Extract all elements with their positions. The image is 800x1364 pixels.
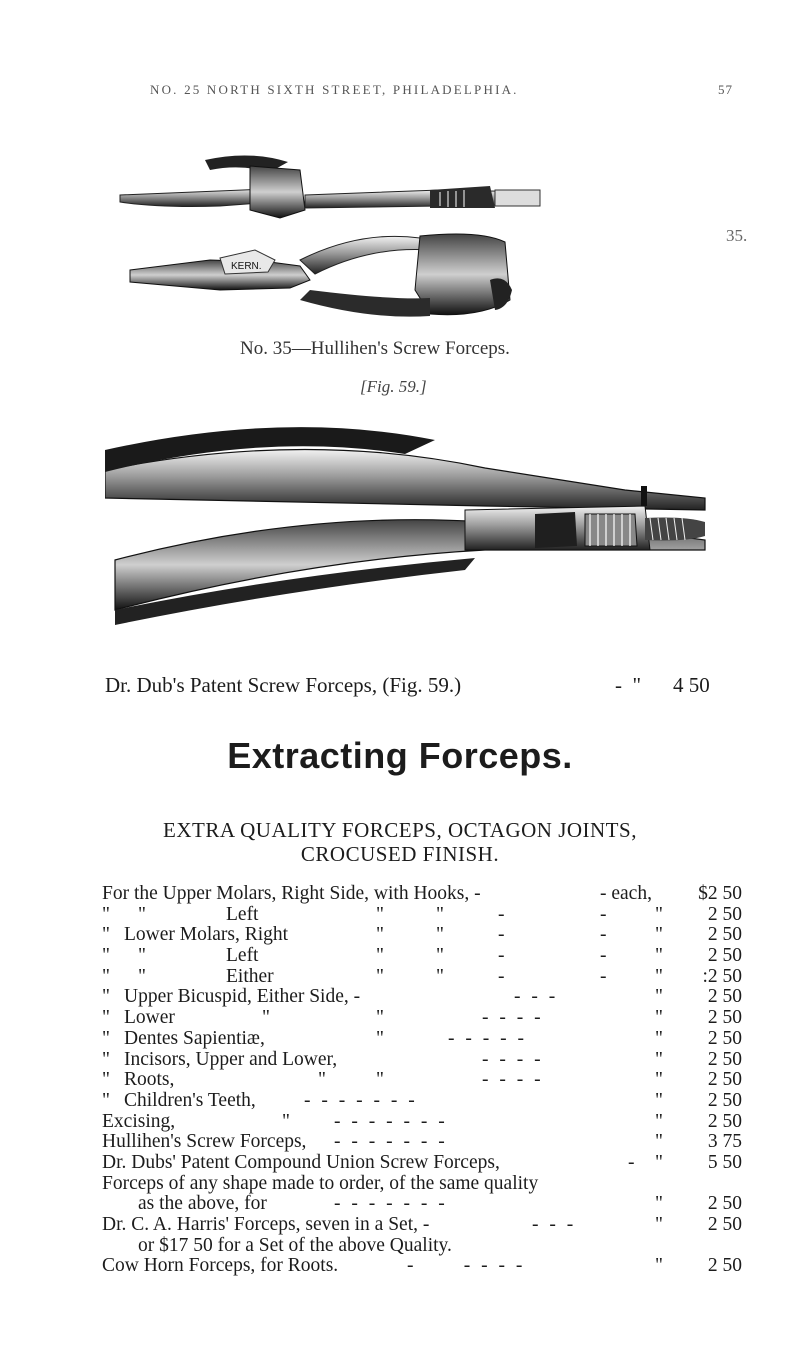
engraving-maker-mark: KERN. (231, 261, 262, 272)
price-list (102, 883, 742, 1276)
header-address: NO. 25 NORTH SIXTH STREET, PHILADELPHIA. (150, 82, 519, 97)
price-row-harris-set-note: or $17 50 for a Set of the above Quality. (138, 1234, 452, 1256)
price-row-lower-molars-left: " " Left " " - - " 2 50 (102, 945, 742, 967)
page-header (0, 82, 800, 104)
price-row-upper-molars-left: " " Left " " - - " 2 50 (102, 903, 742, 925)
price-row-incisors: " Incisors, Upper and Lower, - - - - " 2 50 (102, 1048, 742, 1070)
price-row-roots: " Roots, " " - - - - " 2 50 (102, 1069, 742, 1091)
price-row-harris-forceps: Dr. C. A. Harris' Forceps, seven in a Set, - - - - " 2 50 (102, 1214, 742, 1235)
dubs-forceps-leader: - " (615, 673, 642, 697)
price-row-lower-molars-either: " " Either " " - - " :2 50 (102, 965, 742, 987)
price-row-lower-molars-right: " Lower Molars, Right " " - - " 2 50 (102, 924, 742, 946)
figure-59-label: [Fig. 59.] (360, 377, 427, 396)
price-row-upper-molars-right: For the Upper Molars, Right Side, with Hooks, - - each, $2 50 (102, 883, 742, 904)
section-subtitle-line-2: CROCUSED FINISH. (300, 842, 500, 866)
section-title: Extracting Forceps. (227, 735, 573, 776)
dubs-forceps-price: 4 50 (673, 673, 710, 697)
hullihen-forceps-illustration (100, 150, 560, 330)
section-subtitle-line-1: EXTRA QUALITY FORCEPS, OCTAGON JOINTS, (163, 818, 637, 842)
price-row-dubs-compound-forceps: Dr. Dubs' Patent Compound Union Screw Forceps, - " 5 50 (102, 1151, 742, 1173)
price-row-cow-horn-forceps: Cow Horn Forceps, for Roots. - - - - - " 2 50 (102, 1255, 742, 1277)
price-row-dentes-sapientiae: " Dentes Sapientiæ, " - - - - - " 2 50 (102, 1027, 742, 1049)
price-row-upper-bicuspid: " Upper Bicuspid, Either Side, - - - - " 2 50 (102, 986, 742, 1008)
dubs-forceps-price-line (105, 673, 725, 699)
price-row-childrens-teeth: " Children's Teeth, - - - - - - - " 2 50 (102, 1089, 742, 1111)
price-row-custom-forceps-note: Forceps of any shape made to order, of the same quality (102, 1172, 539, 1194)
price-row-lower-bicuspid: " Lower " " - - - - " 2 50 (102, 1007, 742, 1029)
price-row-custom-forceps: as the above, for - - - - - - - " 2 50 (138, 1193, 742, 1215)
figure-35-number: 35. (726, 226, 748, 245)
page-number: 57 (718, 82, 733, 97)
dubs-forceps-illustration (105, 410, 715, 630)
price-row-excising: Excising, " - - - - - - - " 2 50 (102, 1110, 742, 1132)
figure-35-caption: No. 35—Hullihen's Screw Forceps. (240, 338, 510, 359)
price-row-hullihen-screw-forceps: Hullihen's Screw Forceps, - - - - - - - " 3 75 (102, 1131, 742, 1153)
dubs-forceps-label: Dr. Dub's Patent Screw Forceps, (Fig. 59.) (105, 673, 462, 697)
